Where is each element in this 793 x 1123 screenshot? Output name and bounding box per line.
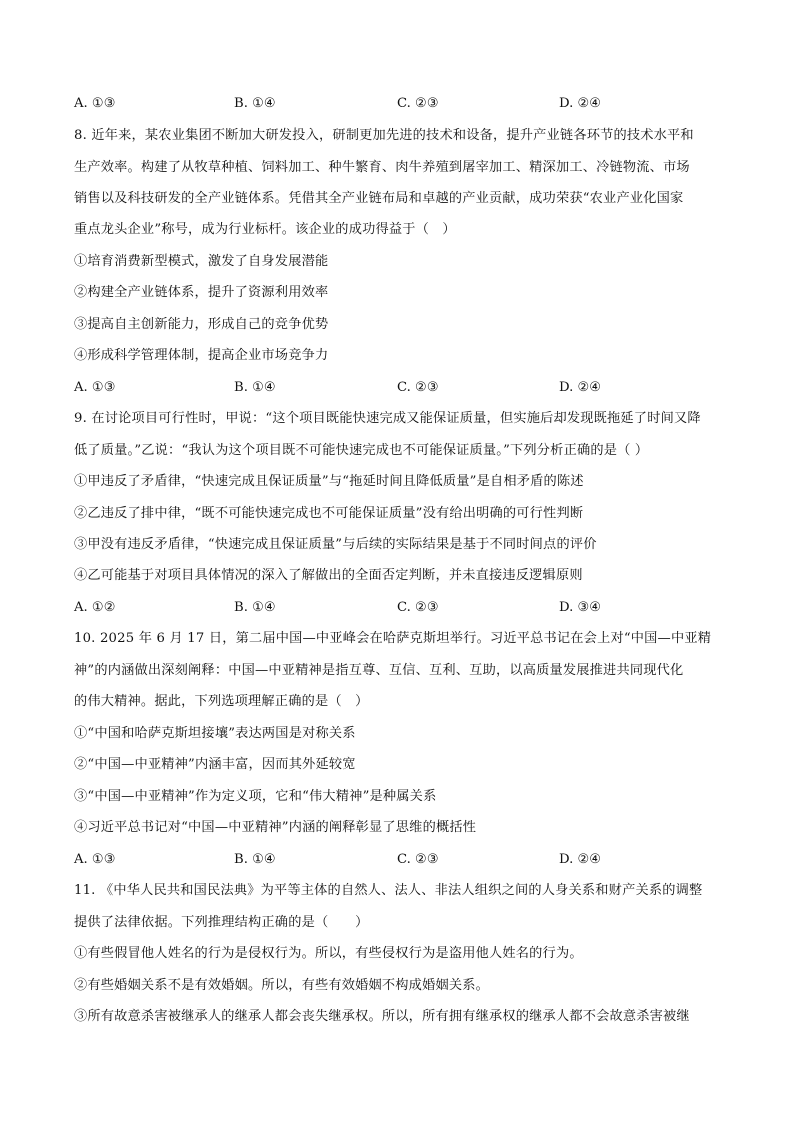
statement-item: ①培育消费新型模式，激发了自身发展潜能 (74, 254, 329, 269)
question-stem-line: 神”的内涵做出深刻阐释：中国—中亚精神是指互尊、互信、互利、互助，以高质量发展推进共同现代化 (74, 663, 684, 678)
q10-options (74, 850, 714, 870)
question-stem-line: 生产效率。构建了从牧草种植、饲料加工、种牛繁育、肉牛养殖到屠宰加工、精深加工、冷链物流、市场 (74, 160, 690, 175)
statement-item: ①甲违反了矛盾律，“快速完成且保证质量”与“拖延时间且降低质量”是自相矛盾的陈述 (74, 474, 584, 489)
q9-options (74, 598, 714, 618)
option-a: A. ①③ (74, 96, 116, 111)
option-d: D. ②④ (559, 852, 602, 867)
question-stem-line: 10. 2025 年 6 月 17 日，第二届中国—中亚峰会在哈萨克斯坦举行。习近平总书记在会上对“中国—中亚精 (74, 631, 712, 646)
question-stem-line: 重点龙头企业”称号，成为行业标杆。该企业的成功得益于（ ） (74, 222, 456, 237)
option-a: A. ①③ (74, 380, 116, 395)
statement-item: ①“中国和哈萨克斯坦接壤”表达两国是对称关系 (74, 726, 356, 741)
question-stem-line: 的伟大精神。据此，下列选项理解正确的是（ ） (74, 694, 369, 709)
question-stem-line: 11. 《中华人民共和国民法典》为平等主体的自然人、法人、非法人组织之间的人身关系和财产关系的调整 (74, 883, 703, 898)
option-d: D. ②④ (559, 380, 602, 395)
statement-item: ④形成科学管理体制，提高企业市场竞争力 (74, 348, 329, 363)
option-d: D. ③④ (559, 600, 602, 615)
statement-item: ③所有故意杀害被继承人的继承人都会丧失继承权。所以，所有拥有继承权的继承人都不会故意杀害被继 (74, 1009, 690, 1024)
option-c: C. ②③ (397, 96, 439, 111)
statement-item: ③提高自主创新能力，形成自己的竞争优势 (74, 317, 329, 332)
option-c: C. ②③ (397, 852, 439, 867)
question-stem-line: 提供了法律依据。下列推理结构正确的是（ ） (74, 915, 369, 930)
statement-item: ②有些婚姻关系不是有效婚姻。所以，有些有效婚姻不构成婚姻关系。 (74, 978, 490, 993)
statement-item: ④乙可能基于对项目具体情况的深入了解做出的全面否定判断，并未直接违反逻辑原则 (74, 568, 583, 583)
option-b: B. ①④ (234, 852, 276, 867)
statement-item: ③甲没有违反矛盾律，“快速完成且保证质量”与后续的实际结果是基于不同时间点的评价 (74, 537, 597, 552)
option-b: B. ①④ (234, 96, 276, 111)
statement-item: ④习近平总书记对“中国—中亚精神”内涵的阐释彰显了思维的概括性 (74, 820, 477, 835)
statement-item: ①有些假冒他人姓名的行为是侵权行为。所以，有些侵权行为是盗用他人姓名的行为。 (74, 946, 583, 961)
question-stem-line: 低了质量。”乙说：“我认为这个项目既不可能快速完成也不可能保证质量。”下列分析正确的是（ ） (74, 443, 649, 458)
option-b: B. ①④ (234, 600, 276, 615)
question-stem-line: 销售以及科技研发的全产业链体系。凭借其全产业链布局和卓越的产业贡献，成功荣获“农业产业化国家 (74, 191, 684, 206)
q8-options (74, 378, 714, 398)
statement-item: ③“中国—中亚精神”作为定义项，它和“伟大精神”是种属关系 (74, 789, 437, 804)
option-b: B. ①④ (234, 380, 276, 395)
statement-item: ②构建全产业链体系，提升了资源利用效率 (74, 285, 329, 300)
q7-options (74, 94, 714, 114)
option-c: C. ②③ (397, 600, 439, 615)
option-d: D. ②④ (559, 96, 602, 111)
question-stem-line: 8. 近年来，某农业集团不断加大研发投入，研制更加先进的技术和设备，提升产业链各环节的技术水平和 (74, 128, 694, 143)
statement-item: ②乙违反了排中律，“既不可能快速完成也不可能保证质量”没有给出明确的可行性判断 (74, 506, 584, 521)
statement-item: ②“中国—中亚精神”内涵丰富，因而其外延较宽 (74, 757, 356, 772)
option-a: A. ①③ (74, 852, 116, 867)
option-a: A. ①② (74, 600, 116, 615)
question-stem-line: 9. 在讨论项目可行性时，甲说：“这个项目既能快速完成又能保证质量，但实施后却发现既拖延了时间又降 (74, 411, 701, 426)
option-c: C. ②③ (397, 380, 439, 395)
